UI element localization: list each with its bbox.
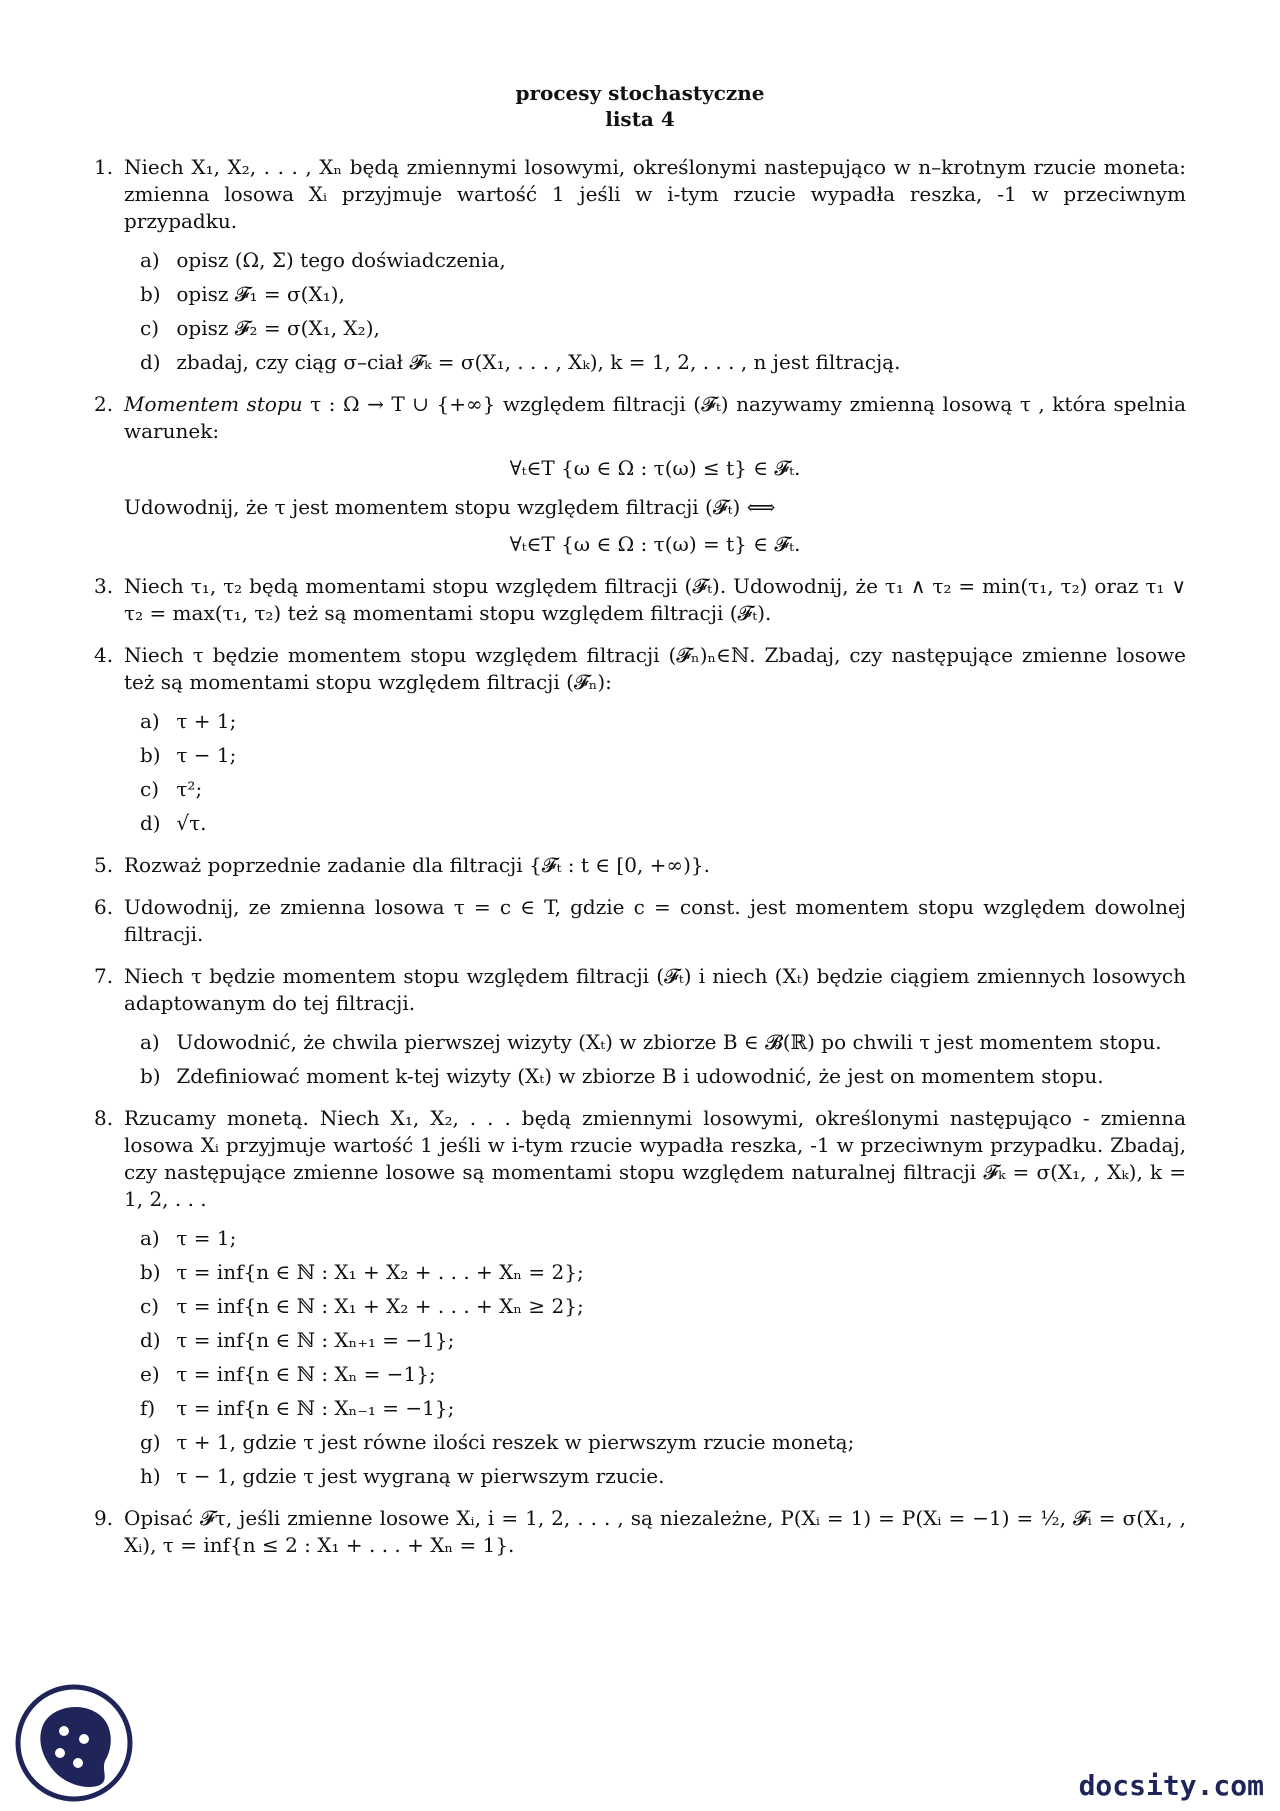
subitem-label: c) [140,1294,160,1318]
subitem-text: τ + 1; [176,709,237,733]
subitem-label: b) [140,1260,161,1284]
subitem-label: b) [140,1064,161,1088]
subitem-label: d) [140,1328,161,1352]
subitem [140,1029,1186,1056]
problem-number: 8. [94,1106,114,1130]
problem-6 [94,894,1186,948]
problem-8 [94,1105,1186,1490]
subitem-label: a) [140,709,160,733]
problem-number: 6. [94,895,114,919]
problem-text-rest: τ : Ω → T ∪ {+∞} względem filtracji (𝓕ₜ) nazywamy zmienną losową τ , która spelnia warunek: [124,392,1187,443]
subitem-text: Zdefiniować moment k-tej wizyty (Xₜ) w zbiorze B i udowodnić, że jest on momentem stopu. [176,1064,1104,1088]
subitem [140,349,1186,376]
problem-number: 7. [94,964,114,988]
subitem [140,1259,1186,1286]
document-page [94,80,1186,1574]
problem-number: 3. [94,574,114,598]
term-emphasis: Momentem stopu [124,392,303,416]
subitem-text: zbadaj, czy ciąg σ–ciał 𝓕ₖ = σ(X₁, . . . , Xₖ), k = 1, 2, . . . , n jest filtracją. [176,350,901,374]
title-line-2: lista 4 [605,107,675,131]
problem-text: Niech τ będzie momentem stopu względem filtracji (𝓕ₜ) i niech (Xₜ) będzie ciągiem zmiennych losowych adaptowanym do tej filtracji. [124,964,1186,1015]
problem-7 [94,963,1186,1090]
subitem-text: τ²; [176,777,203,801]
subitem-list [124,708,1186,837]
subitem-list [124,1029,1186,1090]
subitem-label: a) [140,1226,160,1250]
subitem-label: f) [140,1396,156,1420]
problem-5 [94,852,1186,879]
subitem-label: g) [140,1430,161,1454]
subitem [140,742,1186,769]
subitem-text: τ + 1, gdzie τ jest równe ilości reszek w pierwszym rzucie monetą; [176,1430,855,1454]
subitem [140,1327,1186,1354]
problem-4 [94,642,1186,837]
subitem-text: τ − 1, gdzie τ jest wygraną w pierwszym rzucie. [176,1464,665,1488]
problem-text: Opisać 𝓕τ, jeśli zmienne losowe Xᵢ, i = 1, 2, . . . , są niezależne, P(Xᵢ = 1) = P(Xᵢ = −1) = ½, 𝓕ᵢ = σ(X₁, , Xᵢ), τ = inf{n ≤ 2 : X₁ + . . . + Xₙ = 1}. [124,1506,1186,1557]
problem-text [124,391,1186,445]
title-line-1: procesy stochastyczne [515,81,765,105]
subitem-text: τ − 1; [176,743,237,767]
subitem-list [124,1225,1186,1490]
subitem [140,281,1186,308]
subitem-text: opisz 𝓕₁ = σ(X₁), [176,282,345,306]
problem-3 [94,573,1186,627]
subitem-text: τ = 1; [176,1226,237,1250]
subitem-text: √τ. [176,811,207,835]
subitem-text: τ = inf{n ∈ ℕ : Xₙ₋₁ = −1}; [176,1396,455,1420]
subitem [140,1463,1186,1490]
problem-number: 9. [94,1506,114,1530]
subitem-text: τ = inf{n ∈ ℕ : X₁ + X₂ + . . . + Xₙ = 2}; [176,1260,584,1284]
subitem [140,1063,1186,1090]
subitem [140,810,1186,837]
subitem [140,247,1186,274]
subitem [140,1293,1186,1320]
subitem [140,1395,1186,1422]
subitem-label: h) [140,1464,161,1488]
problem-9 [94,1505,1186,1559]
subitem-text: opisz 𝓕₂ = σ(X₁, X₂), [176,316,380,340]
subitem-label: e) [140,1362,160,1386]
subitem-text: τ = inf{n ∈ ℕ : Xₙ = −1}; [176,1362,436,1386]
subitem [140,776,1186,803]
problem-number: 5. [94,853,114,877]
subitem-text: opisz (Ω, Σ) tego doświadczenia, [176,248,506,272]
subitem [140,1225,1186,1252]
problem-number: 1. [94,155,114,179]
subitem [140,708,1186,735]
docsity-brand-link[interactable]: docsity.com [1078,1769,1264,1802]
subitem-text: τ = inf{n ∈ ℕ : Xₙ₊₁ = −1}; [176,1328,455,1352]
problem-number: 2. [94,392,114,416]
subitem [140,1361,1186,1388]
problem-text: Rzucamy monetą. Niech X₁, X₂, . . . będą zmiennymi losowymi, określonymi następująco - zmienna losowa Xᵢ przyjmuje wartość 1 jeśli w i-tym rzucie wypadła reszka, -1 w przeciwnym przypadku. Zbadaj, czy następujące zmienne losowe są momentami stopu względem naturalnej filtracji 𝓕ₖ = σ(X₁, , Xₖ), k = 1, 2, . . . [124,1106,1186,1211]
problem-text: Niech X₁, X₂, . . . , Xₙ będą zmiennymi losowymi, określonymi nastepująco w n–krotnym rzucie moneta: zmienna losowa Xᵢ przyjmuje wartość 1 jeśli w i-tym rzucie wypadła reszka, -1 w przeciwnym przypadku. [124,155,1186,233]
subitem-text: Udowodnić, że chwila pierwszej wizyty (Xₜ) w zbiorze B ∈ 𝓑(ℝ) po chwili τ jest momentem stopu. [176,1030,1162,1054]
document-title [94,80,1186,132]
problem-number: 4. [94,643,114,667]
subitem-label: c) [140,777,160,801]
problem-2 [94,391,1186,558]
subitem-label: a) [140,248,160,272]
subitem [140,1429,1186,1456]
subitem-label: b) [140,282,161,306]
display-formula-1: ∀ₜ∈T {ω ∈ Ω : τ(ω) ≤ t} ∈ 𝓕ₜ. [509,456,801,480]
problem-list [94,154,1186,1559]
display-formula-2: ∀ₜ∈T {ω ∈ Ω : τ(ω) = t} ∈ 𝓕ₜ. [509,532,801,556]
docsity-logo-svg [14,1683,134,1803]
problem-text: Niech τ₁, τ₂ będą momentami stopu względem filtracji (𝓕ₜ). Udowodnij, że τ₁ ∧ τ₂ = min(τ₁, τ₂) oraz τ₁ ∨ τ₂ = max(τ₁, τ₂) też są momentami stopu względem filtracji (𝓕ₜ). [124,574,1186,625]
subitem-label: d) [140,350,161,374]
problem-text: Rozważ poprzednie zadanie dla filtracji {𝓕ₜ : t ∈ [0, +∞)}. [124,853,710,877]
subitem-label: b) [140,743,161,767]
subitem-label: c) [140,316,160,340]
subitem-text: τ = inf{n ∈ ℕ : X₁ + X₂ + . . . + Xₙ ≥ 2}; [176,1294,584,1318]
problem-1 [94,154,1186,376]
problem-text: Udowodnij, ze zmienna losowa τ = c ∈ T, gdzie c = const. jest momentem stopu względem dowolnej filtracji. [124,895,1186,946]
problem-text: Niech τ będzie momentem stopu względem filtracji (𝓕ₙ)ₙ∈ℕ. Zbadaj, czy następujące zmienne losowe też są momentami stopu względem filtracji (𝓕ₙ): [124,643,1186,694]
subitem-label: a) [140,1030,160,1054]
subitem-list [124,247,1186,376]
subitem [140,315,1186,342]
problem-text-2: Udowodnij, że τ jest momentem stopu względem filtracji (𝓕ₜ) ⟺ [124,495,776,519]
subitem-label: d) [140,811,161,835]
docsity-logo-icon[interactable] [14,1683,134,1803]
